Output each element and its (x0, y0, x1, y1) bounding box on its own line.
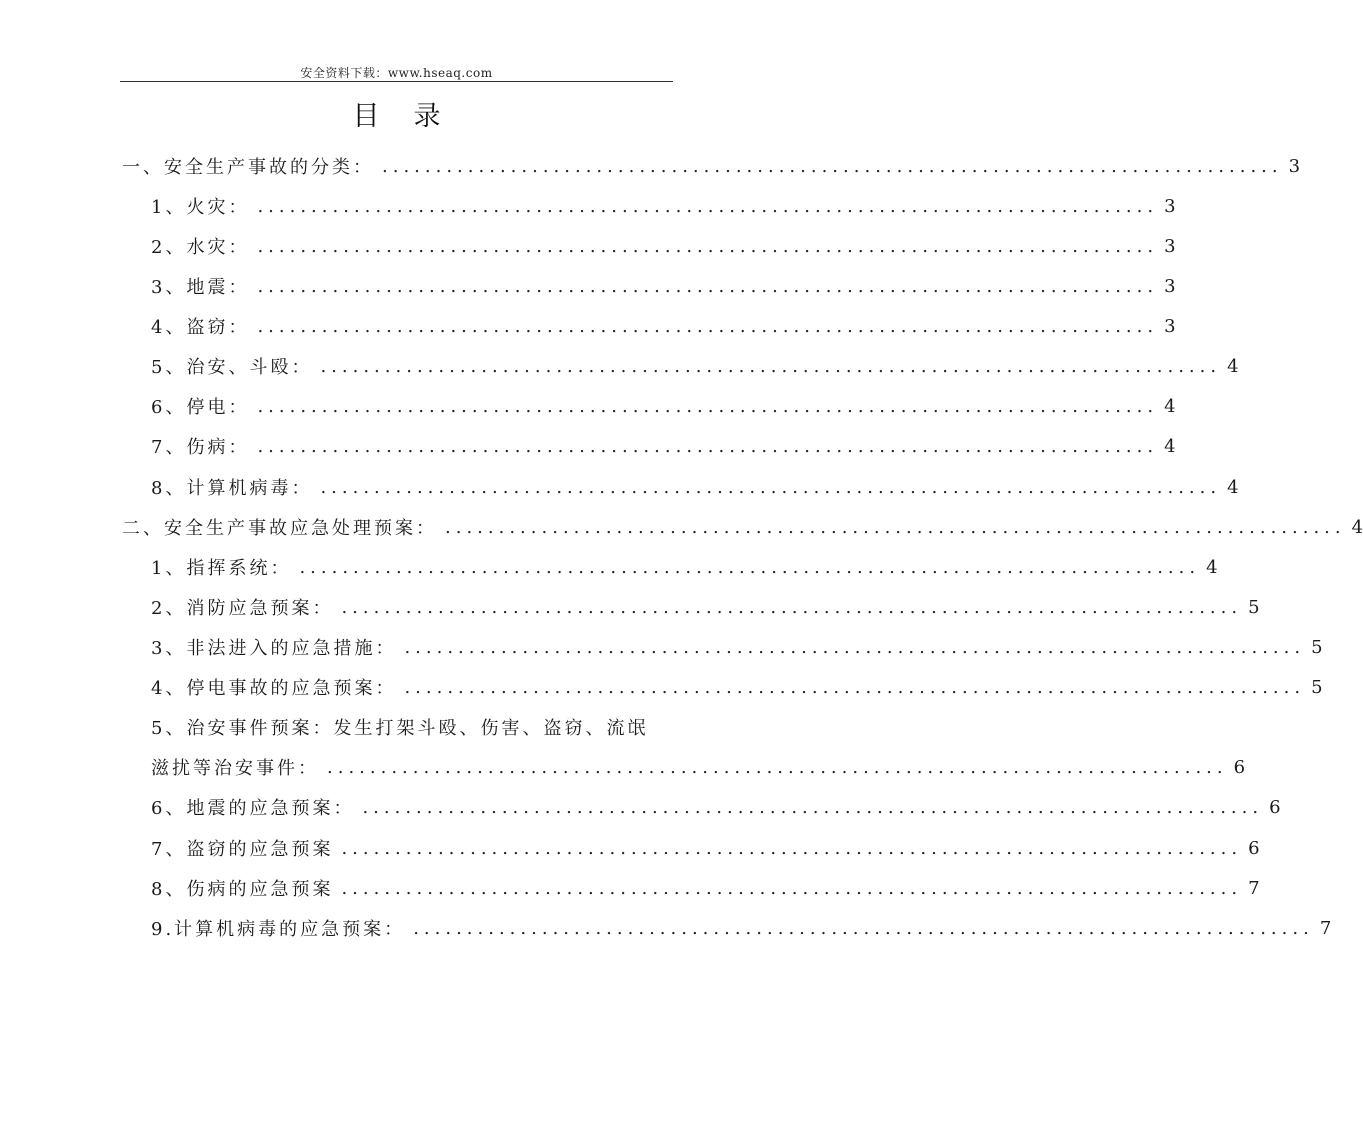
toc-entry[interactable] (0, 832, 1260, 864)
toc-page-number: 7 (1248, 877, 1260, 899)
toc-entry-label: 2、水灾： (151, 237, 250, 258)
toc-leader-dots: .................................................................................... (404, 676, 1306, 698)
toc-leader-dots: .................................................................................... (327, 756, 1228, 778)
toc-page-number: 4 (1351, 516, 1363, 538)
toc-entry[interactable] (0, 390, 1176, 422)
toc-entry[interactable] (0, 190, 1176, 222)
toc-entry-label: 7、盗窃的应急预案 (151, 839, 334, 860)
toc-page-number: 4 (1164, 395, 1176, 417)
toc-entry-wrapped[interactable] (0, 711, 695, 743)
toc-leader-dots: .................................................................................... (257, 395, 1159, 417)
toc-page-number: 3 (1288, 155, 1301, 177)
toc-leader-dots: .................................................................................... (257, 315, 1159, 337)
toc-entry-label: 8、计算机病毒： (151, 478, 313, 499)
toc-entry-label: 7、伤病： (151, 437, 250, 458)
toc-entry-label: 4、停电事故的应急预案： (151, 678, 397, 699)
toc-entry[interactable] (0, 350, 1239, 382)
header-divider (120, 81, 673, 82)
toc-entry[interactable] (0, 591, 1260, 623)
toc-leader-dots: .................................................................................... (320, 355, 1222, 377)
toc-page-number: 6 (1269, 796, 1281, 818)
toc-leader-dots: .................................................................................... (299, 556, 1201, 578)
toc-entry[interactable] (0, 872, 1260, 904)
toc-entry-label: 2、消防应急预案： (151, 598, 334, 619)
toc-entry-label: 一、安全生产事故的分类： (122, 157, 374, 178)
toc-entry[interactable] (0, 150, 1301, 182)
toc-page-number: 5 (1311, 636, 1323, 658)
toc-page-number: 3 (1164, 195, 1176, 217)
toc-entry[interactable] (0, 551, 1218, 583)
toc-entry-label: 6、停电： (151, 397, 250, 418)
toc-leader-dots: .................................................................................... (413, 917, 1314, 939)
toc-leader-dots: .................................................................................... (404, 636, 1306, 658)
toc-entry[interactable] (0, 671, 1323, 703)
toc-entry[interactable] (0, 912, 1332, 944)
toc-entry[interactable] (0, 511, 1363, 543)
toc-entry-label: 1、指挥系统： (151, 558, 292, 579)
toc-page-number: 3 (1164, 235, 1176, 257)
toc-page-number: 7 (1319, 917, 1332, 939)
toc-page-number: 6 (1248, 837, 1260, 859)
toc-leader-dots: .................................................................................... (257, 235, 1159, 257)
toc-page-number: 4 (1164, 435, 1176, 457)
toc-entry-label: 3、非法进入的应急措施： (151, 638, 397, 659)
page-header: 安全资料下载：www.hseaq.com (300, 66, 493, 80)
toc-page-number: 5 (1311, 676, 1323, 698)
toc-entry-label: 3、地震： (151, 277, 250, 298)
toc-entry-continuation[interactable] (0, 751, 1246, 783)
toc-leader-dots: .................................................................................... (257, 275, 1159, 297)
toc-leader-dots: .................................................................................... (257, 435, 1159, 457)
toc-entry[interactable] (0, 310, 1176, 342)
toc-entry-label: 4、盗窃： (151, 317, 250, 338)
toc-entry[interactable] (0, 270, 1176, 302)
toc-entry[interactable] (0, 791, 1281, 823)
toc-entry[interactable] (0, 631, 1323, 663)
toc-entry[interactable] (0, 430, 1176, 462)
toc-leader-dots: .................................................................................... (362, 796, 1264, 818)
toc-entry-label: 5、治安事件预案：发生打架斗殴、伤害、盗窃、流氓 (151, 718, 649, 739)
toc-page-number: 3 (1164, 275, 1176, 297)
toc-leader-dots: .................................................................................... (320, 476, 1222, 498)
toc-entry-label: 二、安全生产事故应急处理预案： (122, 518, 437, 539)
toc-leader-dots: .................................................................................... (257, 195, 1159, 217)
toc-leader-dots: .................................................................................... (341, 596, 1243, 618)
toc-entry-label: 8、伤病的应急预案 (151, 879, 334, 900)
toc-leader-dots: .................................................................................... (341, 877, 1243, 899)
toc-entry[interactable] (0, 230, 1176, 262)
toc-page-number: 3 (1164, 315, 1176, 337)
toc-leader-dots: .................................................................................... (445, 516, 1346, 538)
toc-title: 目录 (352, 101, 475, 132)
toc-entry-label: 5、治安、斗殴： (151, 357, 313, 378)
toc-page-number: 4 (1206, 556, 1218, 578)
toc-page-number: 5 (1248, 596, 1260, 618)
toc-entry-label: 1、火灾： (151, 197, 250, 218)
toc-entry-label: 9.计算机病毒的应急预案： (151, 919, 406, 940)
toc-page-number: 6 (1233, 756, 1246, 778)
toc-page-number: 4 (1227, 476, 1239, 498)
toc-leader-dots: .................................................................................... (382, 155, 1283, 177)
toc-leader-dots: .................................................................................... (341, 837, 1243, 859)
toc-page-number: 4 (1227, 355, 1239, 377)
toc-entry[interactable] (0, 471, 1239, 503)
toc-entry-label: 6、地震的应急预案： (151, 798, 355, 819)
toc-entry-label-continued: 滋扰等治安事件： (151, 758, 319, 779)
